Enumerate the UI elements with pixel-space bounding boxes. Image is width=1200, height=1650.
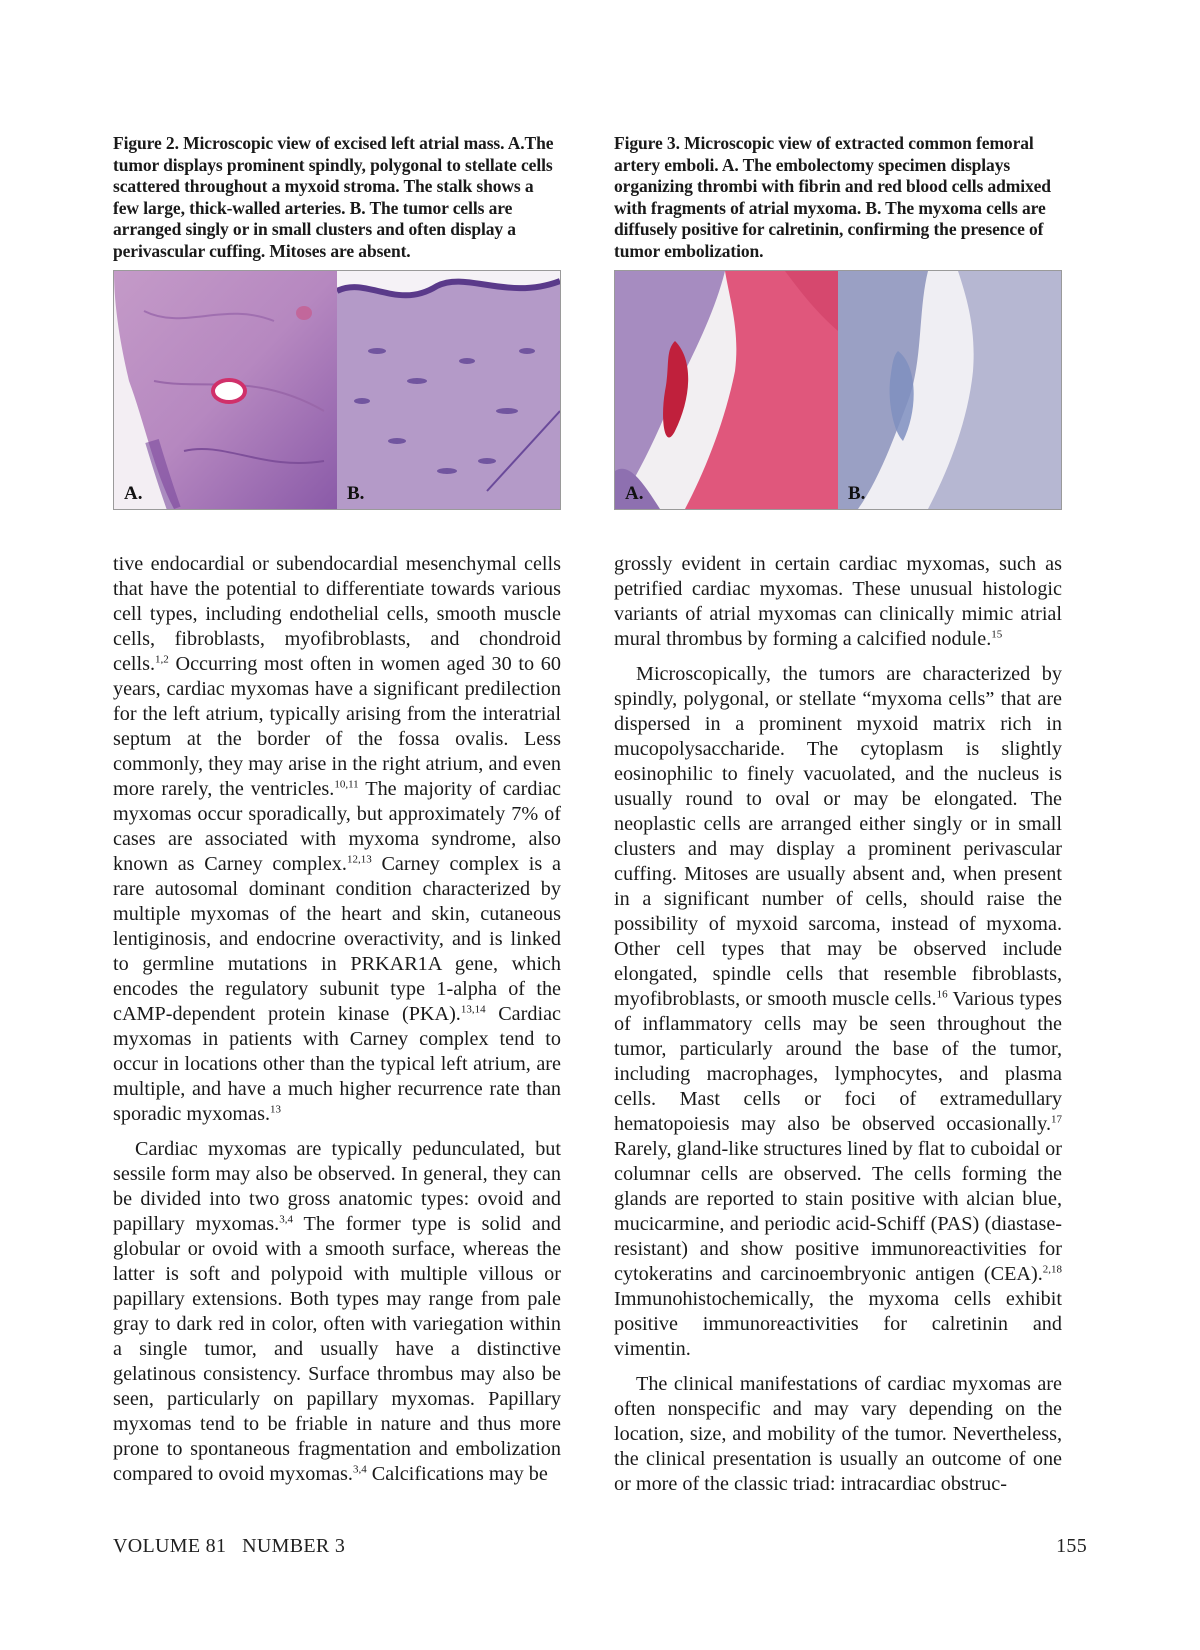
- right-paragraph-2: Microscopically, the tumors are characterized by spindly, polygonal, or stellate “myxoma cells” that are dispersed in a prominent myxoid matrix rich in mucopolysaccharide. The cytoplasm is slightly eosinophilic to finely vacuolated, and the nucleus is usually round to oval or may be elongated. The neoplastic cells are arranged either singly or in small clusters and may display a prominent perivascular cuffing. Mitoses are usually absent and, when present in a significant number of cells, should raise the possibility of myxoid sarcoma, instead of myxoma. Other cell types that may be observed include elongated, spindle cells that resemble fibroblasts, myofibroblasts, or smooth muscle cells.$^{16}$ Various types of inflammatory cells may be seen throughout the tumor, particularly around the base of the tumor, including macrophages, lymphocytes, and plasma cells. Mast cells or foci of extramedullary hematopoiesis may also be observed occasionally.$^{17}$ Rarely, gland-like structures lined by flat to cuboidal or columnar cells are observed. The cells forming the glands are reported to stain positive with alcian blue, mucicarmine, and periodic acid-Schiff (PAS) (diastase-resistant) and show positive immunoreactivities for cytokeratins and carcinoembryonic antigen (CEA).$^{2,18}$ Immunohistochemically, the myxoma cells exhibit positive immunoreactivities for calretinin and vimentin.: [614, 663, 1062, 1360]
- figure-3-panel-a: [615, 271, 838, 509]
- histology-panel-a-graphic: [615, 271, 838, 509]
- left-column-text: [113, 552, 561, 1497]
- left-paragraph-1: tive endocardial or subendocardial mesenchymal cells that have the potential to differentiate towards various cell types, including endothelial cells, smooth muscle cells, fibroblasts, myofibroblasts, and chondroid cells.$^{1,2}$ Occurring most often in women aged 30 to 60 years, cardiac myxomas have a significant predilection for the left atrium, typically arising from the interatrial septum at the border of the fossa ovalis. Less commonly, they may arise in the right atrium, and even more rarely, the ventricles.$^{10,11}$ The majority of cardiac myxomas occur sporadically, but approximately 7% of cases are associated with myxoma syndrome, also known as Carney complex.$^{12,13}$ Carney complex is a rare autosomal dominant condition characterized by multiple myxomas of the heart and skin, cutaneous lentiginosis, and endocrine overactivity, and is linked to germline mutations in PRKAR1A gene, which encodes the regulatory subunit type 1-alpha of the cAMP-dependent protein kinase (PKA).$^{13,14}$ Cardiac myxomas in patients with Carney complex tend to occur in locations other than the typical left atrium, are multiple, and have a much higher recurrence rate than sporadic myxomas.$^{13}$: [113, 553, 561, 1125]
- figure-3-panel-a-label: A.: [625, 483, 644, 504]
- figure-2-panel-b: [337, 271, 560, 509]
- left-paragraph-2: Cardiac myxomas are typically pedunculated, but sessile form may also be observed. In general, they can be divided into two gross anatomic types: ovoid and papillary myxomas.$^{3,4}$ The former type is solid and globular or ovoid with a smooth surface, whereas the latter is soft and polypoid with multiple villous or papillary extensions. Both types may range from pale gray to dark red in color, often with variegation within a single tumor, and usually have a distinctive gelatinous consistency. Surface thrombus may also be seen, particularly on papillary myxomas. Papillary myxomas tend to be friable in nature and thus more prone to spontaneous fragmentation and embolization compared to ovoid myxomas.$^{3,4}$ Calcifications may be: [113, 1138, 561, 1485]
- histology-panel-b-graphic: [838, 271, 1061, 509]
- right-column-text: [614, 552, 1062, 1507]
- figure-3-caption: Figure 3. Microscopic view of extracted common femoral artery emboli. A. The embolectomy specimen displays organizing thrombi with fibrin and red blood cells admixed with fragments of atrial myxoma. B. The myxoma cells are diffusely positive for calretinin, confirming the presence of tumor embolization.: [614, 133, 1051, 261]
- histology-panel-b-graphic: [337, 271, 560, 509]
- right-paragraph-1: grossly evident in certain cardiac myxomas, such as petrified cardiac myxomas. These unusual histologic variants of atrial myxomas can clinically mimic atrial mural thrombus by forming a calcified nodule.$^{15}$: [614, 553, 1062, 650]
- figure-2-panel-b-label: B.: [347, 483, 365, 504]
- page-number: 155: [1056, 1535, 1087, 1557]
- journal-footer: VOLUME 81 NUMBER 3: [113, 1535, 346, 1557]
- figure-3-image: [614, 270, 1062, 510]
- right-paragraph-3: The clinical manifestations of cardiac myxomas are often nonspecific and may vary depending on the location, size, and mobility of the tumor. Nevertheless, the clinical presentation is usually an outcome of one or more of the classic triad: intracardiac obstruc-: [614, 1373, 1062, 1495]
- figure-3-panel-b-label: B.: [848, 483, 866, 504]
- histology-panel-a-graphic: [114, 271, 337, 509]
- figure-2-panel-a: [114, 271, 337, 509]
- figure-2-panel-a-label: A.: [124, 483, 143, 504]
- figure-3-panel-b: [838, 271, 1061, 509]
- figure-2-image: [113, 270, 561, 510]
- figure-2-caption: Figure 2. Microscopic view of excised left atrial mass. A.The tumor displays prominent spindly, polygonal to stellate cells scattered throughout a myxoid stroma. The stalk shows a few large, thick-walled arteries. B. The tumor cells are arranged singly or in small clusters and often display a perivascular cuffing. Mitoses are absent.: [113, 133, 554, 261]
